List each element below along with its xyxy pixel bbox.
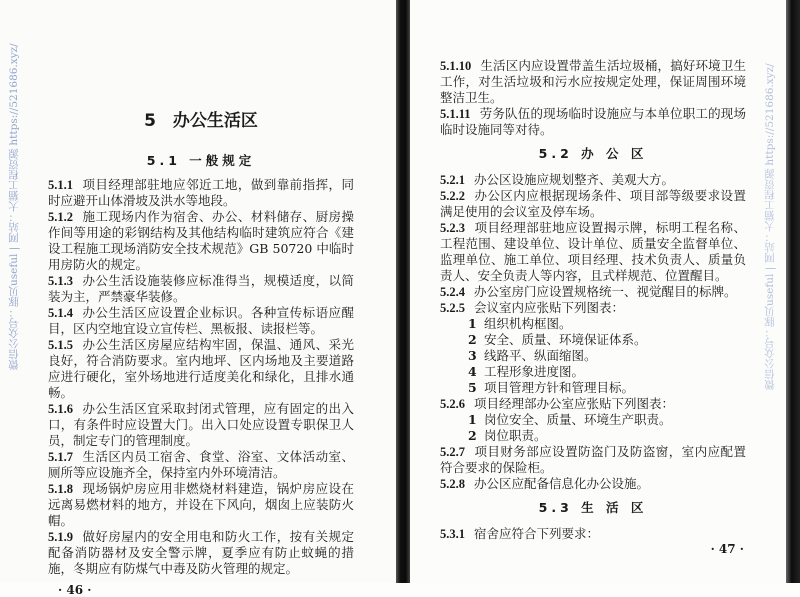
- list-item-text: 线路平、纵面缩图。: [484, 348, 597, 363]
- clause-text: 办公生活区应设置企业标识。各种宣传标语应醒目，区内空地宜设立宣传栏、黑板报、读报栏等。: [48, 305, 354, 336]
- clause-number: 5.2.1: [440, 173, 465, 187]
- section-title-5-2: 5.2 办 公 区: [538, 146, 648, 161]
- clause-text: 项目经理部驻地应邻近工地，做到靠前指挥，同时应避开山体滑坡及洪水等地段。: [48, 177, 354, 208]
- clause-text: 宿舍应符合下列要求：: [474, 526, 600, 541]
- list-item: [440, 428, 746, 444]
- page-number-right: · 47 ·: [710, 542, 744, 556]
- list-item: [440, 316, 746, 332]
- clause-number: 5.3.1: [440, 527, 465, 541]
- list-item: [440, 412, 746, 428]
- clause: [440, 284, 746, 300]
- clause-number: 5.2.4: [440, 285, 465, 299]
- page-number-left: · 46 ·: [58, 583, 92, 597]
- clause-number: 5.2.2: [440, 189, 465, 203]
- list-item-text: 组织机构框图。: [484, 316, 572, 331]
- right-page-content: [440, 58, 746, 556]
- clause: [48, 529, 354, 577]
- clause-number: 5.2.6: [440, 397, 465, 411]
- clause-list: [440, 58, 746, 138]
- list-item: [440, 332, 746, 348]
- clause-number: 5.1.4: [48, 306, 73, 320]
- clause-number: 5.1.5: [48, 338, 73, 352]
- watermark-center: 微信公众号：豚贝useful | 网站：大猫工程资源 https://521686.xyz/: [764, 63, 776, 390]
- list-item-number: 2: [468, 332, 477, 347]
- clause-text: 办公室房门应设置规格统一、视觉醒目的标牌。: [474, 284, 737, 299]
- list-item-text: 安全、质量、环境保证体系。: [484, 332, 647, 347]
- clause-number: 5.1.7: [48, 450, 73, 464]
- list-item: [440, 364, 746, 380]
- clause-text: 生活区内员工宿舍、食堂、浴室、文体活动室、厕所等应设施齐全，保持室内外环境清洁。: [48, 449, 354, 480]
- clause: [48, 209, 354, 273]
- list-item-number: 1: [468, 316, 477, 331]
- clause-text: 项目财务部应设置防盗门及防盗窗，室内应配置符合要求的保险柜。: [440, 444, 746, 475]
- clause-text: 办公生活区宜采取封闭式管理，应有固定的出入口，有条件时应设置大门。出入口处应设置专职保卫人员，制定专门的管理制度。: [48, 401, 354, 448]
- clause: [48, 337, 354, 401]
- clause-number: 5.2.8: [440, 477, 465, 491]
- clause: [440, 58, 746, 106]
- clause: [48, 401, 354, 449]
- clause-list: [440, 526, 746, 542]
- watermark-left: 微信公众号：豚贝useful | 网站：大猫工程资源 https://521686.xyz/: [8, 43, 20, 370]
- page-edge-shadow: [786, 0, 800, 583]
- clause-text: 劳务队伍的现场临时设施应与本单位职工的现场临时设施同等对待。: [440, 106, 746, 137]
- chapter-title: 5 办公生活区: [144, 111, 258, 131]
- clause-number: 5.1.1: [48, 178, 73, 192]
- clause-list: [48, 177, 354, 577]
- list-item-text: 岗位职责。: [484, 428, 547, 443]
- clause-text: 项目经理部办公室应张贴下列图表：: [474, 396, 675, 411]
- list-item-number: 3: [468, 348, 477, 363]
- clause-text: 办公生活设施装修应标准得当，规模适度，以简装为主，严禁豪华装修。: [48, 273, 354, 304]
- clause-text: 办公区设施应规划整齐、美观大方。: [474, 172, 675, 187]
- list-item-text: 岗位安全、质量、环境生产职责。: [484, 412, 672, 427]
- clause-text: 会议室内应张贴下列图表：: [474, 300, 625, 315]
- clause-number: 5.1.10: [440, 59, 472, 73]
- clause: [48, 481, 354, 529]
- section-title-5-3: 5.3 生 活 区: [538, 500, 648, 515]
- clause: [440, 220, 746, 284]
- list-item: [440, 380, 746, 396]
- clause: [440, 396, 746, 412]
- clause-number: 5.1.3: [48, 274, 73, 288]
- clause: [440, 476, 746, 492]
- list-item-number: 4: [468, 364, 477, 379]
- clause-number: 5.1.6: [48, 402, 73, 416]
- clause-number: 5.1.9: [48, 530, 73, 544]
- list-item-number: 2: [468, 428, 477, 443]
- clause-number: 5.1.11: [440, 107, 471, 121]
- left-page-content: [48, 110, 354, 597]
- clause-text: 施工现场内作为宿舍、办公、材料储存、厨房操作间等用途的彩钢结构及其他结构临时建筑应符合《建设工程施工现场消防安全技术规范》GB 50720 中临时用房防火的规定。: [48, 209, 354, 272]
- list-item-number: 5: [468, 380, 477, 395]
- clause: [48, 449, 354, 481]
- clause-text: 做好房屋内的安全用电和防火工作，按有关规定配备消防器材及安全警示牌，夏季应有防止蚊蝇的措施，冬期应有防煤气中毒及防火管理的规定。: [48, 529, 354, 576]
- clause-number: 5.2.3: [440, 221, 465, 235]
- list-item-text: 工程形象进度图。: [484, 364, 585, 379]
- clause: [440, 300, 746, 316]
- clause: [440, 526, 746, 542]
- clause-text: 现场锅炉房应用非燃烧材料建造，锅炉房应设在远离易燃材料的地方，并设在下风向，烟囱上应装防火帽。: [48, 481, 354, 528]
- clause-text: 生活区内应设置带盖生活垃圾桶，搞好环境卫生工作，对生活垃圾和污水应按规定处理，保证周围环境整洁卫生。: [440, 58, 746, 105]
- section-title-5-1: 5.1 一般规定: [146, 153, 256, 168]
- clause: [440, 172, 746, 188]
- clause-text: 办公生活区房屋应结构牢固，保温、通风、采光良好，符合消防要求。室内地坪、区内场地及主要道路应进行硬化，室外场地进行适度美化和绿化，且排水通畅。: [48, 337, 354, 400]
- list-item: [440, 348, 746, 364]
- clause-text: 办公区内应根据现场条件、项目部等级要求设置满足使用的会议室及停车场。: [440, 188, 746, 219]
- clause: [48, 177, 354, 209]
- clause-list: [440, 172, 746, 492]
- clause-text: 项目经理部驻地应设置揭示牌，标明工程名称、工程范围、建设单位、设计单位、质量安全监督单位、监理单位、施工单位、项目经理、技术负责人、质量负责人、安全负责人等内容，且式样规范、位置醒目。: [440, 220, 746, 283]
- list-item-text: 项目管理方针和管理目标。: [484, 380, 635, 395]
- book-spine-shadow: [396, 0, 410, 583]
- clause: [440, 188, 746, 220]
- clause: [440, 106, 746, 138]
- clause: [440, 444, 746, 476]
- clause-number: 5.1.8: [48, 482, 73, 496]
- clause-number: 5.1.2: [48, 210, 73, 224]
- clause-text: 办公区应配备信息化办公设施。: [474, 476, 650, 491]
- clause-number: 5.2.7: [440, 445, 465, 459]
- clause-number: 5.2.5: [440, 301, 465, 315]
- list-item-number: 1: [468, 412, 477, 427]
- clause: [48, 305, 354, 337]
- clause: [48, 273, 354, 305]
